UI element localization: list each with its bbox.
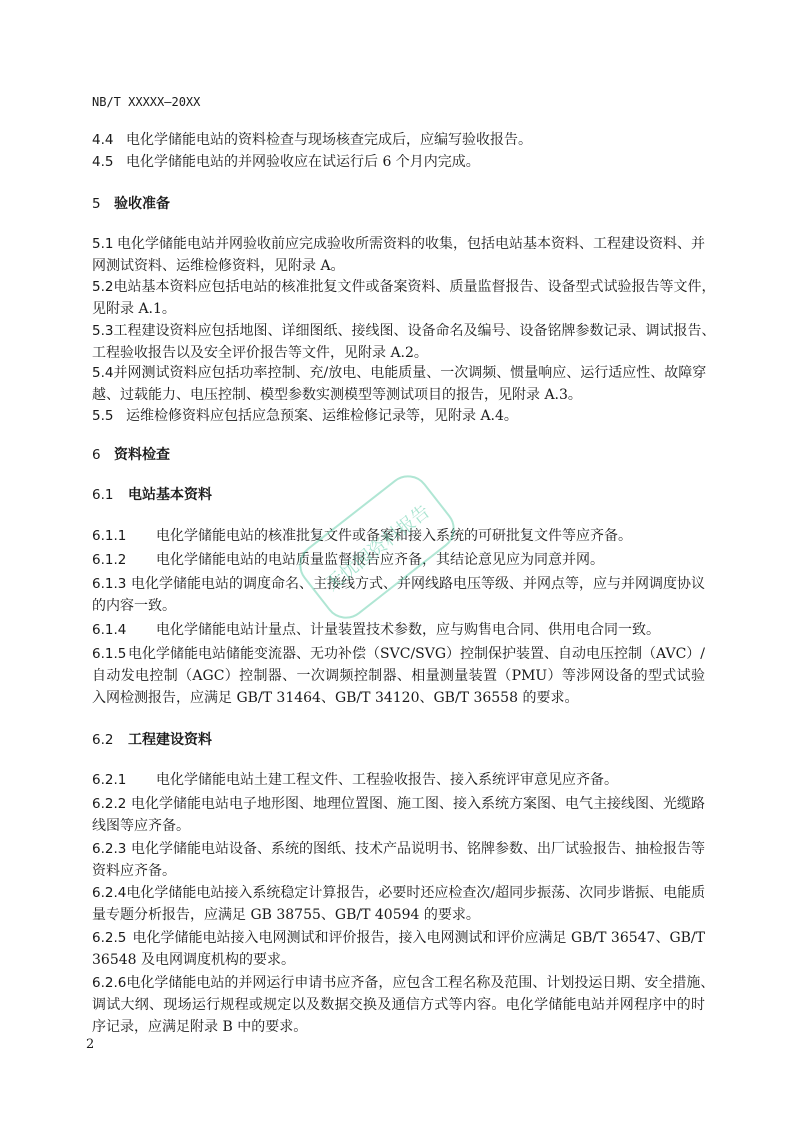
clause-line: 资料应齐备。 — [92, 863, 176, 879]
clause-text: 运维检修资料应包括应急预案、运维检修记录等，见附录 A.4。 — [126, 408, 518, 424]
clause-text: 电化学储能电站的电站质量监督报告应齐备，其结论意见应为同意并网。 — [156, 552, 604, 568]
clause-number: 6.1.1 — [92, 528, 127, 544]
clause-number: 5.4 — [92, 365, 114, 381]
clause-text: 电化学储能电站并网验收前应完成验收所需资料的收集，包括电站基本资料、工程建设资料、并 — [117, 236, 705, 252]
clause-number: 5.2 — [92, 279, 114, 295]
clause-614 — [92, 619, 705, 641]
clause-55 — [92, 405, 705, 427]
clause-number: 5.1 — [92, 236, 114, 252]
clause-line — [92, 769, 705, 791]
clause-number: 4.4 — [92, 132, 114, 148]
clause-line: 调试大纲、现场运行规程或规定以及数据交换及通信方式等内容。电化学储能电站并网程序中的时 — [92, 997, 705, 1013]
clause-number: 6.2.4 — [92, 885, 127, 901]
section-heading-61 — [92, 484, 212, 504]
clause-text: 电化学储能电站电子地形图、地理位置图、施工图、接入系统方案图、电气主接线图、光缆路 — [131, 796, 705, 812]
clause-text: 电化学储能电站的资料检查与现场核查完成后，应编写验收报告。 — [126, 132, 532, 148]
clause-line: 网测试资料、运维检修资料，见附录 A。 — [92, 258, 345, 274]
clause-line: 序记录，应满足附录 B 中的要求。 — [92, 1019, 308, 1035]
clause-623 — [92, 838, 705, 882]
section-title: 验收准备 — [114, 196, 170, 212]
clause-text: 电化学储能电站的调度命名、主接线方式、并网线路电压等级、并网点等，应与并网调度协议 — [131, 576, 705, 592]
clause-52 — [92, 276, 716, 320]
clause-text: 电化学储能电站的核准批复文件或备案和接入系统的可研批复文件等应齐备。 — [156, 528, 632, 544]
clause-line — [92, 362, 705, 384]
clause-line: 越、过载能力、电压控制、模型参数实测模型等测试项目的报告，见附录 A.3。 — [92, 387, 582, 403]
clause-number: 6.1.4 — [92, 622, 127, 638]
page-number: 2 — [86, 1037, 95, 1052]
clause-line: 工程验收报告以及安全评价报告等文件，见附录 A.2。 — [92, 345, 428, 361]
clause-line — [92, 525, 705, 547]
section-number: 5 — [92, 196, 101, 212]
clause-number: 6.2.6 — [92, 975, 127, 991]
section-number: 6.1 — [92, 487, 114, 503]
clause-text: 电化学储能电站接入系统稳定计算报告，必要时还应检查次/超同步振荡、次同步谐振、电能质 — [126, 885, 706, 901]
clause-number: 6.2.3 — [92, 841, 127, 857]
clause-line — [92, 927, 705, 949]
clause-44 — [92, 129, 705, 151]
clause-number: 6.2.2 — [92, 796, 127, 812]
clause-613 — [92, 573, 705, 617]
clause-line — [92, 549, 705, 571]
section-title: 电站基本资料 — [128, 487, 212, 503]
section-title: 工程建设资料 — [128, 732, 212, 748]
clause-number: 4.5 — [92, 154, 114, 170]
clause-text: 电化学储能电站土建工程文件、工程验收报告、接入系统评审意见应齐备。 — [156, 772, 618, 788]
clause-line — [92, 793, 705, 815]
clause-54 — [92, 362, 705, 406]
clause-text: 电站基本资料应包括电站的核准批复文件或备案资料、质量监督报告、设备型式试验报告等文件， — [113, 279, 716, 295]
section-number: 6 — [92, 447, 101, 463]
clause-number: 5.5 — [92, 408, 114, 424]
clause-number: 6.1.2 — [92, 552, 127, 568]
clause-text: 电化学储能电站的并网运行申请书应齐备，应包含工程名称及范围、计划投运日期、安全措施、 — [126, 975, 715, 991]
clause-line: 入网检测报告，应满足 GB/T 31464、GB/T 34120、GB/T 36558 的要求。 — [92, 690, 579, 706]
clause-611 — [92, 525, 705, 547]
clause-line — [92, 320, 716, 342]
clause-line — [92, 838, 705, 860]
clause-621 — [92, 769, 705, 791]
clause-622 — [92, 793, 705, 837]
clause-number: 6.1.5 — [92, 646, 127, 662]
clause-53 — [92, 320, 716, 364]
clause-line — [92, 619, 705, 641]
clause-line — [92, 151, 705, 173]
clause-line: 量专题分析报告，应满足 GB 38755、GB/T 40594 的要求。 — [92, 907, 480, 923]
clause-615 — [92, 643, 705, 709]
clause-line — [92, 573, 705, 595]
clause-line — [92, 233, 705, 255]
clause-line: 36548 及电网调度机构的要求。 — [92, 952, 295, 968]
clause-text: 电化学储能电站设备、系统的图纸、技术产品说明书、铭牌参数、出厂试验报告、抽检报告等 — [131, 841, 705, 857]
document-code-header: NB/T XXXXX—20XX — [92, 95, 201, 109]
section-heading-62 — [92, 729, 212, 749]
section-heading-6 — [92, 444, 170, 464]
clause-line — [92, 276, 716, 298]
section-number: 6.2 — [92, 732, 114, 748]
clause-line: 自动发电控制（AGC）控制器、一次调频控制器、相量测量装置（PMU）等涉网设备的型式试验 — [92, 668, 705, 684]
clause-text: 电化学储能电站接入电网测试和评价报告，接入电网测试和评价应满足 GB/T 36547、GB/T — [132, 930, 705, 946]
clause-line: 线图等应齐备。 — [92, 818, 190, 834]
clause-line — [92, 882, 705, 904]
clause-line — [92, 972, 715, 994]
clause-number: 6.1.3 — [92, 576, 127, 592]
clause-line — [92, 643, 705, 665]
clause-text: 并网测试资料应包括功率控制、充/放电、电能质量、一次调频、惯量响应、运行适应性、故障穿 — [113, 365, 707, 381]
clause-number: 6.2.1 — [92, 772, 127, 788]
clause-text: 工程建设资料应包括地图、详细图纸、接线图、设备命名及编号、设备铭牌参数记录、调试报告、 — [113, 323, 716, 339]
section-title: 资料检查 — [114, 447, 170, 463]
clause-number: 6.2.5 — [92, 930, 127, 946]
clause-number: 5.3 — [92, 323, 114, 339]
clause-line — [92, 405, 705, 427]
clause-625 — [92, 927, 705, 971]
watermark-text: 无忧园资料报告 — [321, 501, 435, 596]
clause-text: 电化学储能电站储能变流器、无功补偿（SVC/SVG）控制保护装置、自动电压控制（AVC）/ — [128, 646, 705, 662]
clause-624 — [92, 882, 705, 926]
section-heading-5 — [92, 193, 170, 213]
clause-text: 电化学储能电站的并网验收应在试运行后 6 个月内完成。 — [126, 154, 480, 170]
clause-line — [92, 129, 705, 151]
clause-text: 电化学储能电站计量点、计量装置技术参数，应与购售电合同、供用电合同一致。 — [156, 622, 660, 638]
clause-626 — [92, 972, 715, 1038]
clause-line: 的内容一致。 — [92, 598, 176, 614]
clause-45 — [92, 151, 705, 173]
clause-line: 见附录 A.1。 — [92, 301, 176, 317]
clause-51 — [92, 233, 705, 277]
clause-612 — [92, 549, 705, 571]
